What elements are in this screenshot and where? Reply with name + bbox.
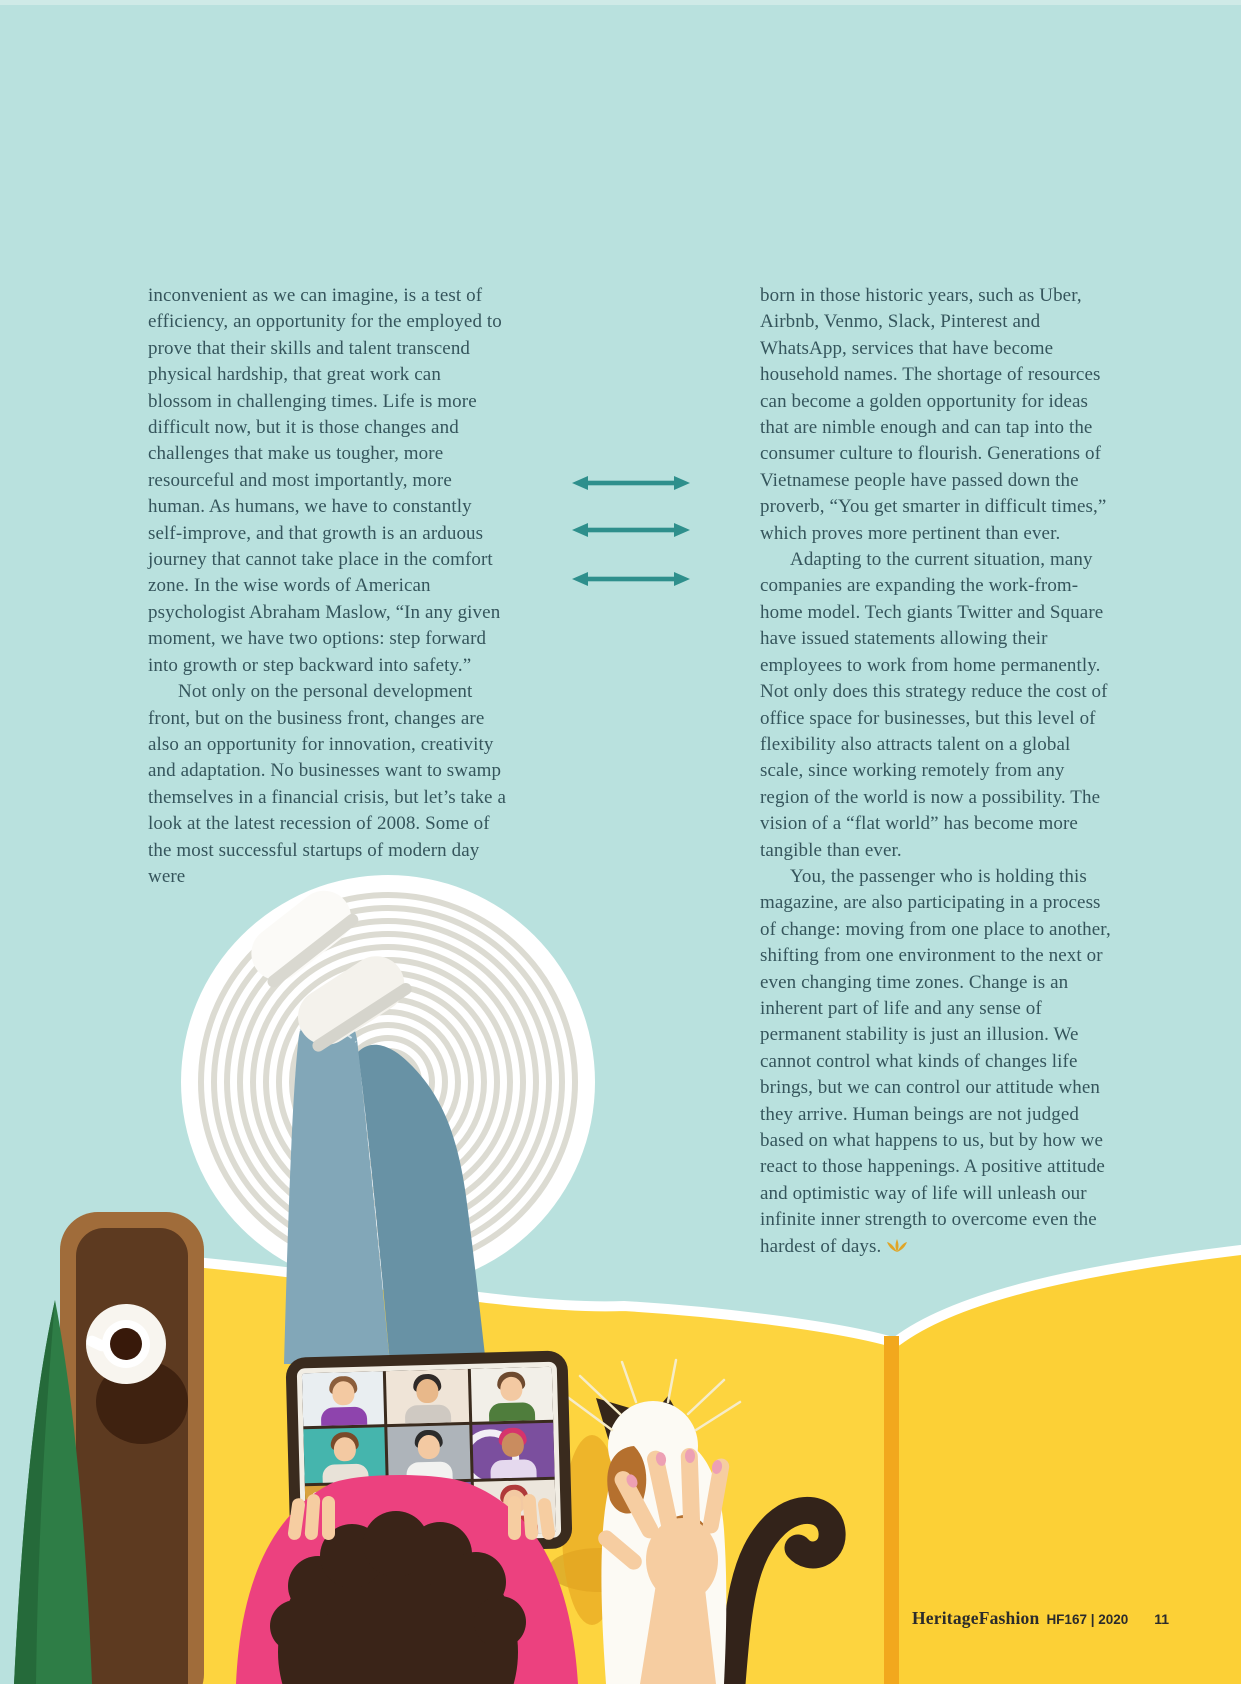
lotus-end-mark-icon [885,1238,909,1254]
footer [912,1608,1169,1629]
text-column-left [148,283,506,890]
video-participant [305,1484,388,1539]
paragraph: Adapting to the current situation, many companies are expanding the work-from-home model. Tech giants Twitter and Square have issued statements allowing their employees to work from home permanently. Not only does this strategy reduce the cost of office space for businesses, but this level of flexibility also attracts talent on a global scale, since working remotely from any region of the world is now a possibility. The vision of a “flat world” has become more tangible than ever. [760,549,1108,861]
video-participant [388,1425,471,1480]
page-number: 11 [1154,1611,1170,1627]
double-arrow-icon [572,522,690,538]
double-arrow-icon [572,571,690,587]
video-participant [470,1367,553,1422]
video-participant [303,1427,386,1482]
paragraph: You, the passenger who is holding this magazine, are also participating in a process of change: moving from one place to another, shifting from one environment to the next or even changing time zones. Change is an inherent part of life and any sense of permanent stability is just an illusion. We cannot control what kinds of changes life brings, but we can control our attitude when they arrive. Human beings are not judged based on what happens to us, but by how we react to those happenings. A positive attitude and optimistic way of life will unleash our infinite inner strength to overcome even the hardest of days. [760,865,1111,1257]
text-column-right [760,283,1118,1260]
paragraph: born in those historic years, such as Uber, Airbnb, Venmo, Slack, Pinterest and WhatsApp, services that have become household names. The shortage of resources can become a golden opportunity for ideas that are nimble enough and can tap into the consumer culture to flourish. Generations of Vietnamese people have passed down the proverb, “You get smarter in difficult times,” which proves more pertinent than ever. [760,285,1107,544]
paragraph: Not only on the personal development front, but on the business front, changes are also an opportunity for innovation, creativity and adaptation. No businesses want to swamp themselves in a financial crisis, but let’s take a look at the latest recession of 2008. Some of the most successful startups of modern day were [148,681,506,887]
paragraph: inconvenient as we can imagine, is a test of efficiency, an opportunity for the employed to prove that their skills and talent transcend physical hardship, that great work can blossom in challenging times. Life is more difficult now, but it is those changes and challenges that make us tougher, more resourceful and most importantly, more human. As humans, we have to constantly self-improve, and that growth is an arduous journey that cannot take place in the comfort zone. In the wise words of American psychologist Abraham Maslow, “In any given moment, we have two options: step forward into growth or step backward into safety.” [148,285,502,676]
tablet [285,1350,572,1555]
video-participant [472,1423,555,1478]
video-call-grid [297,1362,562,1545]
magazine-brand: HeritageFashion [912,1608,1040,1628]
video-participant [473,1479,556,1534]
top-edge-strip [0,0,1241,5]
video-participant [302,1371,385,1426]
video-participant [389,1482,472,1537]
couch-fold-crease [884,1336,899,1684]
issue-code: HF167 | 2020 [1046,1612,1129,1627]
video-participant [386,1369,469,1424]
double-arrow-icon [572,475,690,491]
